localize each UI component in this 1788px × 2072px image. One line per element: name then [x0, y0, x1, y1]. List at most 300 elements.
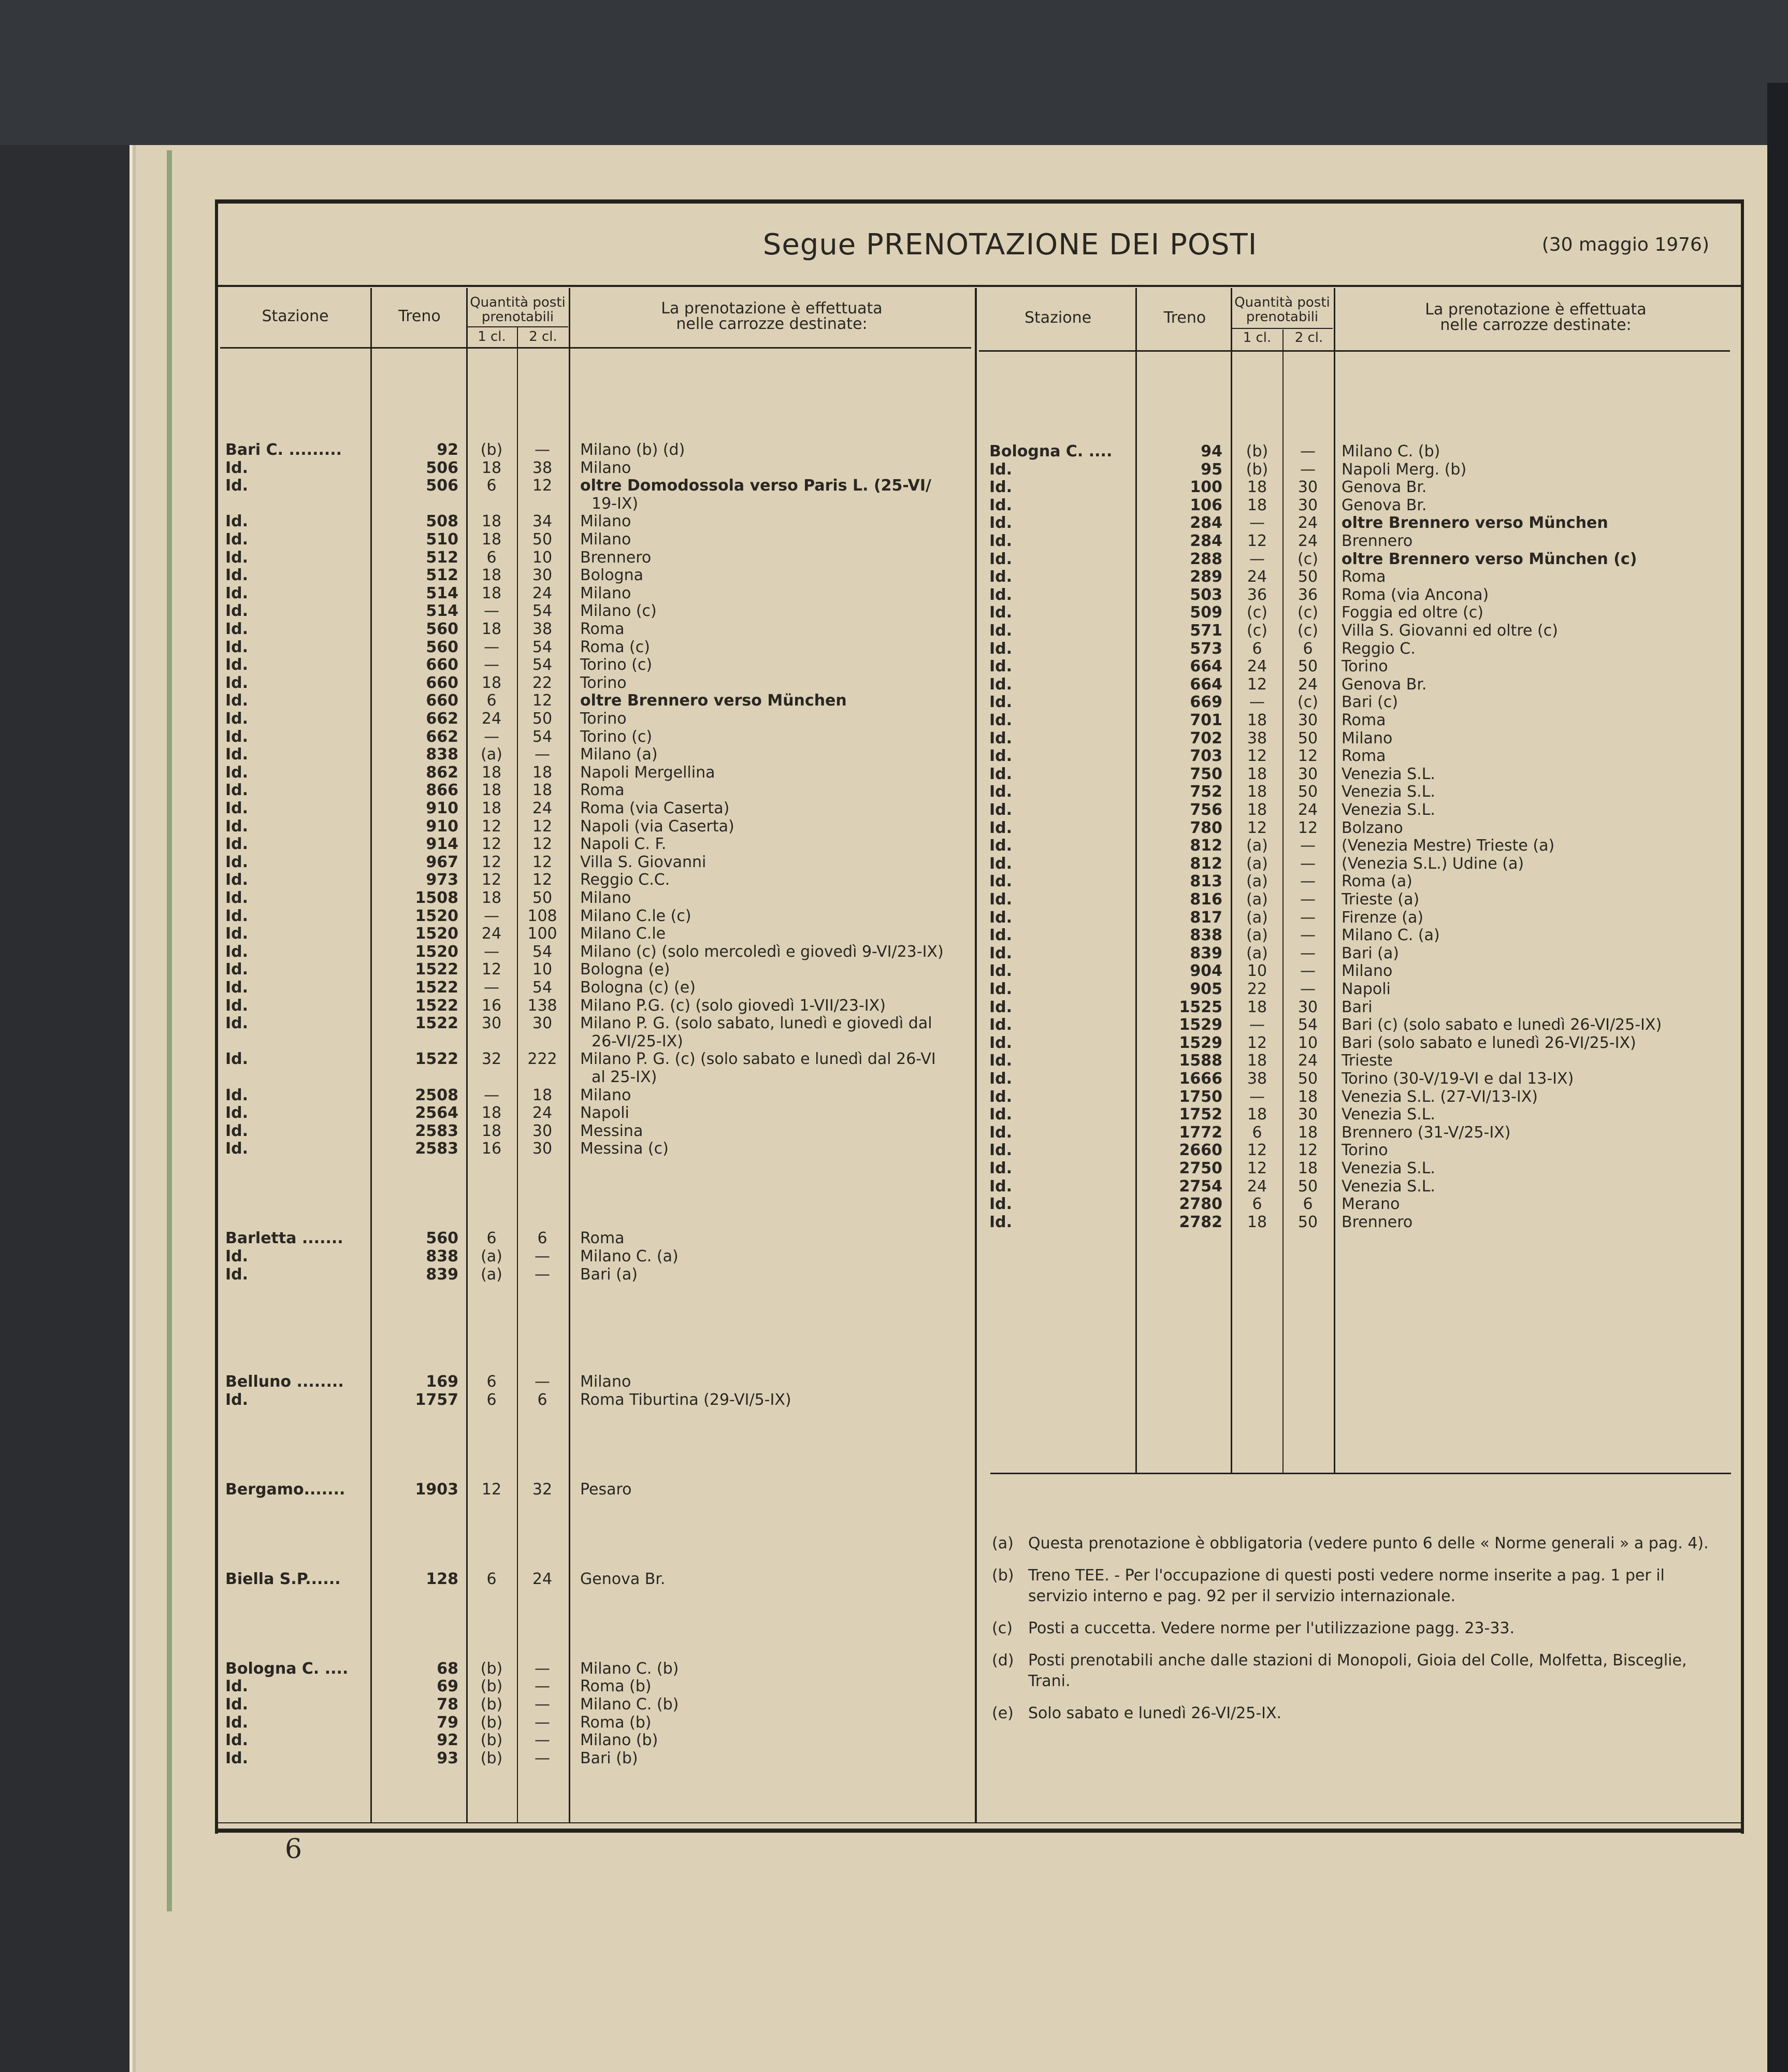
first-class-cell: 18 — [481, 799, 502, 817]
right-col-cl2: 2 cl. — [1294, 330, 1323, 346]
first-class-cell: (b) — [480, 1749, 503, 1767]
station-cell: Id. — [989, 765, 1013, 783]
train-cell: 662 — [426, 727, 458, 746]
destination-cell: Trieste (a) — [1342, 890, 1420, 909]
destination-cell: al 25-IX) — [592, 1068, 657, 1086]
left-col-quantita-2: prenotabili — [481, 309, 554, 325]
table-row — [987, 1106, 1733, 1124]
destination-cell: Genova Br. — [1342, 496, 1427, 514]
train-cell: 816 — [1190, 890, 1222, 909]
station-cell: Id. — [989, 1213, 1013, 1231]
destination-cell: Merano — [1342, 1195, 1400, 1214]
first-class-cell: (a) — [1246, 944, 1268, 962]
second-class-cell: (c) — [1297, 622, 1318, 640]
second-class-cell: — — [1300, 890, 1316, 909]
first-class-cell: (a) — [1246, 890, 1268, 909]
first-class-cell: 6 — [486, 692, 497, 710]
footnote-item — [992, 1703, 1727, 1724]
train-cell: 573 — [1190, 639, 1222, 658]
station-cell: Id. — [225, 1390, 249, 1409]
train-cell: 750 — [1190, 765, 1222, 783]
second-class-cell: 18 — [1297, 1123, 1318, 1142]
table-row — [223, 1571, 974, 1588]
second-class-cell: — — [1300, 442, 1316, 461]
station-cell: Id. — [989, 962, 1013, 981]
station-cell: Id. — [225, 620, 249, 638]
second-class-cell: 36 — [1297, 585, 1318, 604]
table-row — [223, 908, 974, 925]
table-row — [987, 962, 1733, 980]
first-class-cell: (a) — [481, 1247, 502, 1265]
station-cell: Id. — [225, 942, 249, 961]
first-class-cell: 24 — [1247, 568, 1267, 586]
second-class-cell: — — [1300, 854, 1316, 873]
top-rule — [215, 199, 1741, 204]
station-cell: Id. — [989, 693, 1013, 712]
destination-cell: Foggia ed oltre (c) — [1342, 603, 1483, 622]
destination-cell: Messina — [580, 1121, 643, 1140]
destination-cell: Bari (solo sabato e lunedì 26-VI/25-IX) — [1342, 1033, 1636, 1052]
train-cell: 506 — [426, 477, 458, 495]
second-class-cell: (c) — [1297, 603, 1318, 622]
table-row — [987, 533, 1733, 550]
table-row — [987, 909, 1733, 927]
destination-cell: Bari (a) — [1342, 944, 1399, 962]
destination-cell: Villa S. Giovanni ed oltre (c) — [1342, 622, 1558, 640]
destination-cell: 26-VI/25-IX) — [592, 1032, 683, 1051]
train-cell: 701 — [1190, 711, 1222, 729]
table-row — [987, 497, 1733, 514]
first-class-cell: 18 — [481, 512, 502, 531]
train-cell: 2780 — [1179, 1195, 1222, 1214]
second-class-cell: 108 — [527, 906, 557, 925]
station-cell: Id. — [989, 1016, 1013, 1034]
first-class-cell: 6 — [486, 1373, 497, 1391]
destination-cell: Roma (via Caserta) — [580, 799, 730, 817]
table-row — [987, 766, 1733, 783]
station-cell: Id. — [225, 1677, 249, 1696]
table-row — [223, 764, 974, 782]
left-header-rule — [220, 347, 971, 349]
second-class-cell: 30 — [532, 1014, 553, 1033]
train-cell: 1508 — [415, 889, 458, 907]
destination-cell: Milano — [580, 889, 631, 907]
station-cell: Id. — [225, 638, 249, 656]
table-row — [223, 1750, 974, 1767]
station-cell: Id. — [225, 1713, 249, 1732]
table-row — [987, 855, 1733, 873]
destination-cell: Reggio C. — [1342, 639, 1416, 658]
table-row — [223, 1266, 974, 1284]
first-class-cell: (b) — [480, 441, 503, 459]
first-class-cell: 36 — [1247, 585, 1267, 604]
table-row — [987, 783, 1733, 801]
train-cell: 289 — [1190, 568, 1222, 586]
train-cell: 1588 — [1179, 1052, 1222, 1070]
destination-cell: Milano (b) — [580, 1731, 658, 1750]
first-class-cell: — — [1249, 514, 1265, 533]
train-cell: 1522 — [415, 1014, 458, 1033]
station-cell: Id. — [989, 926, 1013, 945]
table-row — [223, 477, 974, 495]
first-class-cell: 16 — [481, 1140, 502, 1158]
station-cell: Id. — [225, 512, 249, 531]
station-cell: Id. — [989, 872, 1013, 891]
station-cell: Id. — [989, 890, 1013, 909]
station-cell: Bergamo....... — [225, 1480, 345, 1499]
destination-cell: Milano (c) (solo mercoledì e giovedì 9-VI/23-IX) — [580, 942, 944, 961]
train-cell: 1757 — [415, 1390, 458, 1409]
train-cell: 1520 — [415, 942, 458, 961]
first-class-cell: 18 — [481, 566, 502, 585]
footnote-key: (c) — [992, 1619, 1013, 1637]
station-cell: Id. — [989, 568, 1013, 586]
table-row — [987, 1016, 1733, 1034]
station-cell: Id. — [989, 550, 1013, 568]
train-cell: 571 — [1190, 622, 1222, 640]
table-row — [223, 639, 974, 656]
left-col-quantita-1: Quantità posti — [470, 295, 566, 310]
train-cell: 914 — [426, 835, 458, 854]
destination-cell: Roma (c) — [580, 638, 650, 656]
table-row — [223, 513, 974, 530]
destination-cell: Milano (b) (d) — [580, 441, 685, 459]
station-cell: Id. — [989, 1070, 1013, 1088]
first-class-cell: 24 — [481, 710, 502, 728]
first-class-cell: 12 — [1247, 747, 1267, 766]
second-class-cell: — — [535, 1731, 550, 1750]
destination-cell: Napoli (via Caserta) — [580, 817, 734, 836]
bottom-rule-thin — [215, 1822, 1741, 1823]
table-row — [223, 1714, 974, 1732]
table-row — [987, 819, 1733, 837]
destination-cell: Roma — [1342, 711, 1386, 729]
table-row — [223, 1104, 974, 1122]
second-class-cell: 50 — [1297, 657, 1318, 676]
destination-cell: (Venezia Mestre) Trieste (a) — [1342, 837, 1555, 855]
second-class-cell: 50 — [1297, 1070, 1318, 1088]
table-row — [987, 873, 1733, 890]
right-col-treno: Treno — [1163, 309, 1206, 327]
table-row — [223, 602, 974, 620]
table-row — [223, 1069, 974, 1086]
station-cell: Id. — [225, 1050, 249, 1069]
table-row — [987, 604, 1733, 622]
second-class-cell: 6 — [1303, 1195, 1313, 1214]
table-row — [987, 640, 1733, 658]
train-cell: 94 — [1201, 442, 1222, 461]
train-cell: 510 — [426, 530, 458, 549]
second-class-cell: 12 — [532, 853, 553, 871]
first-class-cell: — — [484, 602, 499, 621]
destination-cell: Brennero (31-V/25-IX) — [1342, 1123, 1511, 1142]
destination-cell: 19-IX) — [592, 494, 639, 513]
table-row — [223, 997, 974, 1015]
destination-cell: Trieste — [1342, 1052, 1393, 1070]
destination-cell: Venezia S.L. — [1342, 765, 1435, 783]
first-class-cell: 18 — [481, 763, 502, 782]
second-class-cell: 12 — [532, 871, 553, 889]
left-col-treno: Treno — [398, 307, 441, 325]
first-class-cell: 18 — [1247, 711, 1267, 729]
second-class-cell: 30 — [1297, 765, 1318, 783]
table-row — [223, 871, 974, 889]
bottom-rule — [215, 1829, 1741, 1833]
second-class-cell: 50 — [1297, 1213, 1318, 1231]
second-class-cell: — — [1300, 926, 1316, 945]
first-class-cell: — — [1249, 1087, 1265, 1106]
table-row — [223, 692, 974, 710]
train-cell: 79 — [437, 1713, 458, 1732]
table-row — [223, 531, 974, 549]
table-row — [987, 981, 1733, 998]
station-cell: Id. — [225, 1247, 249, 1265]
table-row — [223, 1373, 974, 1391]
first-class-cell: 30 — [481, 1014, 502, 1033]
station-cell: Bologna C. .... — [225, 1659, 349, 1678]
train-cell: 560 — [426, 620, 458, 638]
destination-cell: Genova Br. — [580, 1570, 666, 1588]
second-class-cell: 24 — [1297, 514, 1318, 533]
train-cell: 817 — [1190, 908, 1222, 927]
table-row — [987, 1070, 1733, 1088]
destination-cell: Venezia S.L. — [1342, 1159, 1435, 1177]
first-class-cell: — — [1249, 693, 1265, 712]
table-row — [223, 943, 974, 961]
destination-cell: Roma Tiburtina (29-VI/5-IX) — [580, 1390, 791, 1409]
first-class-cell: 12 — [1247, 1159, 1267, 1177]
train-cell: 862 — [426, 763, 458, 782]
train-cell: 702 — [1190, 729, 1222, 747]
table-row — [223, 746, 974, 764]
destination-cell: Milano C. (b) — [580, 1659, 679, 1678]
train-cell: 664 — [1190, 657, 1222, 676]
second-class-cell: 18 — [532, 1086, 553, 1104]
train-cell: 813 — [1190, 872, 1222, 891]
station-cell: Id. — [225, 1731, 249, 1750]
first-class-cell: 12 — [1247, 1033, 1267, 1052]
first-class-cell: 12 — [1247, 1141, 1267, 1160]
table-row — [223, 1230, 974, 1247]
first-class-cell: 18 — [481, 1121, 502, 1140]
second-class-cell: (c) — [1297, 693, 1318, 712]
destination-cell: Firenze (a) — [1342, 908, 1424, 927]
table-row — [987, 1196, 1733, 1213]
second-class-cell: 22 — [532, 673, 553, 692]
first-class-cell: 24 — [1247, 657, 1267, 676]
train-cell: 973 — [426, 871, 458, 889]
first-class-cell: 6 — [1252, 639, 1262, 658]
page-date: (30 maggio 1976) — [1541, 234, 1709, 255]
train-cell: 512 — [426, 566, 458, 585]
destination-cell: Milano P.G. (c) (solo giovedì 1-VII/23-IX) — [580, 996, 886, 1015]
second-class-cell: 24 — [1297, 532, 1318, 550]
station-cell: Id. — [989, 675, 1013, 694]
footnote-text: Posti prenotabili anche dalle stazioni di Monopoli, Gioia del Colle, Molfetta, Bisceglie, Trani. — [1028, 1651, 1687, 1690]
second-class-cell: 30 — [532, 1140, 553, 1158]
first-class-cell: 16 — [481, 996, 502, 1015]
destination-cell: Venezia S.L. — [1342, 801, 1435, 819]
table-row — [987, 712, 1733, 729]
train-cell: 756 — [1190, 801, 1222, 819]
first-class-cell: (a) — [481, 745, 502, 764]
right-col-quantita-1: Quantità posti — [1234, 295, 1330, 310]
right-col-dest-2: nelle carrozze destinate: — [1440, 316, 1632, 334]
station-cell: Id. — [989, 783, 1013, 801]
second-class-cell: — — [1300, 837, 1316, 855]
station-cell: Id. — [225, 477, 249, 495]
station-cell: Id. — [225, 960, 249, 979]
right-header-rule — [979, 350, 1730, 352]
first-class-cell: 18 — [481, 1104, 502, 1123]
destination-cell: Torino (c) — [580, 727, 653, 746]
train-cell: 2583 — [415, 1121, 458, 1140]
train-cell: 812 — [1190, 854, 1222, 873]
first-class-cell: 18 — [1247, 496, 1267, 514]
station-cell: Id. — [225, 817, 249, 836]
second-class-cell: 50 — [532, 530, 553, 549]
train-cell: 512 — [426, 548, 458, 567]
first-class-cell: — — [484, 979, 499, 997]
destination-cell: Milano — [580, 458, 631, 477]
first-class-cell: (a) — [1246, 854, 1268, 873]
train-cell: 967 — [426, 853, 458, 871]
train-cell: 2508 — [415, 1086, 458, 1104]
second-class-cell: — — [535, 745, 550, 764]
first-class-cell: (a) — [481, 1265, 502, 1284]
train-cell: 1522 — [415, 996, 458, 1015]
destination-cell: oltre Brennero verso München — [580, 692, 847, 710]
station-cell: Id. — [989, 622, 1013, 640]
footnote-key: (a) — [992, 1534, 1014, 1552]
table-row — [223, 567, 974, 584]
destination-cell: Bologna (c) (e) — [580, 979, 696, 997]
table-row — [987, 443, 1733, 461]
table-row — [987, 1214, 1733, 1231]
station-cell: Id. — [989, 944, 1013, 962]
destination-cell: Napoli — [580, 1104, 629, 1123]
table-row — [987, 622, 1733, 640]
right-col-stazione: Stazione — [1024, 309, 1092, 327]
second-class-cell: 30 — [532, 566, 553, 585]
second-class-cell: 18 — [532, 763, 553, 782]
table-row — [987, 1160, 1733, 1177]
table-row — [987, 658, 1733, 675]
station-cell: Id. — [225, 889, 249, 907]
first-class-cell: 32 — [481, 1050, 502, 1069]
first-class-cell: 12 — [1247, 818, 1267, 837]
train-cell: 904 — [1190, 962, 1222, 981]
train-cell: 92 — [437, 441, 458, 459]
train-cell: 1522 — [415, 1050, 458, 1069]
destination-cell: Venezia S.L. — [1342, 1177, 1435, 1196]
train-cell: 2782 — [1179, 1213, 1222, 1231]
second-class-cell: 12 — [1297, 1141, 1318, 1160]
station-cell: Id. — [989, 514, 1013, 533]
destination-cell: Milano — [580, 512, 631, 531]
station-cell: Id. — [989, 711, 1013, 729]
table-row — [987, 694, 1733, 711]
table-row — [223, 1481, 974, 1499]
table-row — [223, 1015, 974, 1032]
table-row — [987, 945, 1733, 962]
second-class-cell: — — [1300, 460, 1316, 479]
destination-cell: Roma — [580, 1229, 625, 1248]
station-cell: Id. — [225, 979, 249, 997]
second-class-cell: — — [535, 441, 550, 459]
table-row — [223, 979, 974, 997]
station-cell: Id. — [989, 729, 1013, 747]
station-cell: Id. — [225, 1104, 249, 1123]
footnote-key: (b) — [992, 1566, 1014, 1585]
first-class-cell: — — [484, 1086, 499, 1104]
station-cell: Id. — [225, 1014, 249, 1033]
table-row — [223, 836, 974, 853]
train-cell: 839 — [426, 1265, 458, 1284]
first-class-cell: 6 — [486, 1570, 497, 1588]
first-class-cell: (b) — [480, 1731, 503, 1750]
destination-cell: (Venezia S.L.) Udine (a) — [1342, 854, 1524, 873]
destination-cell: Roma — [580, 620, 625, 638]
station-cell: Id. — [225, 799, 249, 817]
destination-cell: Milano — [1342, 729, 1393, 747]
destination-cell: Brennero — [1342, 532, 1413, 550]
destination-cell: Milano — [580, 530, 631, 549]
table-row — [987, 676, 1733, 694]
second-class-cell: 50 — [1297, 729, 1318, 747]
destination-cell: Bolzano — [1342, 818, 1403, 837]
table-row — [223, 1140, 974, 1158]
first-class-cell: 24 — [1247, 1177, 1267, 1196]
destination-cell: Milano C. (b) — [1342, 442, 1440, 461]
second-class-cell: (c) — [1297, 550, 1318, 568]
left-col-stazione: Stazione — [262, 307, 329, 325]
first-class-cell: 12 — [481, 853, 502, 871]
second-class-cell: 54 — [532, 638, 553, 656]
train-cell: 106 — [1190, 496, 1222, 514]
destination-cell: Venezia S.L. — [1342, 1105, 1435, 1124]
footnote-text: Solo sabato e lunedì 26-VI/25-IX. — [1028, 1704, 1282, 1722]
first-class-cell: 12 — [1247, 532, 1267, 550]
destination-cell: Torino — [1342, 1141, 1388, 1160]
table-row — [223, 1678, 974, 1695]
first-class-cell: — — [484, 656, 499, 674]
table-row — [223, 1391, 974, 1409]
footnote-text: Questa prenotazione è obbligatoria (vedere punto 6 delle « Norme generali » a pag. 4). — [1028, 1534, 1709, 1552]
second-class-cell: 30 — [1297, 998, 1318, 1016]
first-class-cell: (a) — [1246, 837, 1268, 855]
station-cell: Belluno ........ — [225, 1373, 344, 1391]
station-cell: Id. — [225, 1265, 249, 1284]
first-class-cell: 12 — [1247, 675, 1267, 694]
second-class-cell: — — [1300, 872, 1316, 891]
train-cell: 514 — [426, 602, 458, 621]
destination-cell: oltre Brennero verso München — [1342, 514, 1608, 533]
station-cell: Id. — [225, 925, 249, 943]
train-cell: 560 — [426, 638, 458, 656]
destination-cell: Bari (b) — [580, 1749, 638, 1767]
table-row — [987, 461, 1733, 479]
station-cell: Id. — [225, 602, 249, 621]
train-cell: 284 — [1190, 532, 1222, 550]
page-title: Segue PRENOTAZIONE DEI POSTI — [762, 228, 1258, 262]
station-cell: Id. — [989, 496, 1013, 514]
train-cell: 660 — [426, 673, 458, 692]
destination-cell: Bari (c) — [1342, 693, 1398, 712]
station-cell: Id. — [225, 530, 249, 549]
second-class-cell: — — [535, 1247, 550, 1265]
first-class-cell: 6 — [1252, 1195, 1262, 1214]
